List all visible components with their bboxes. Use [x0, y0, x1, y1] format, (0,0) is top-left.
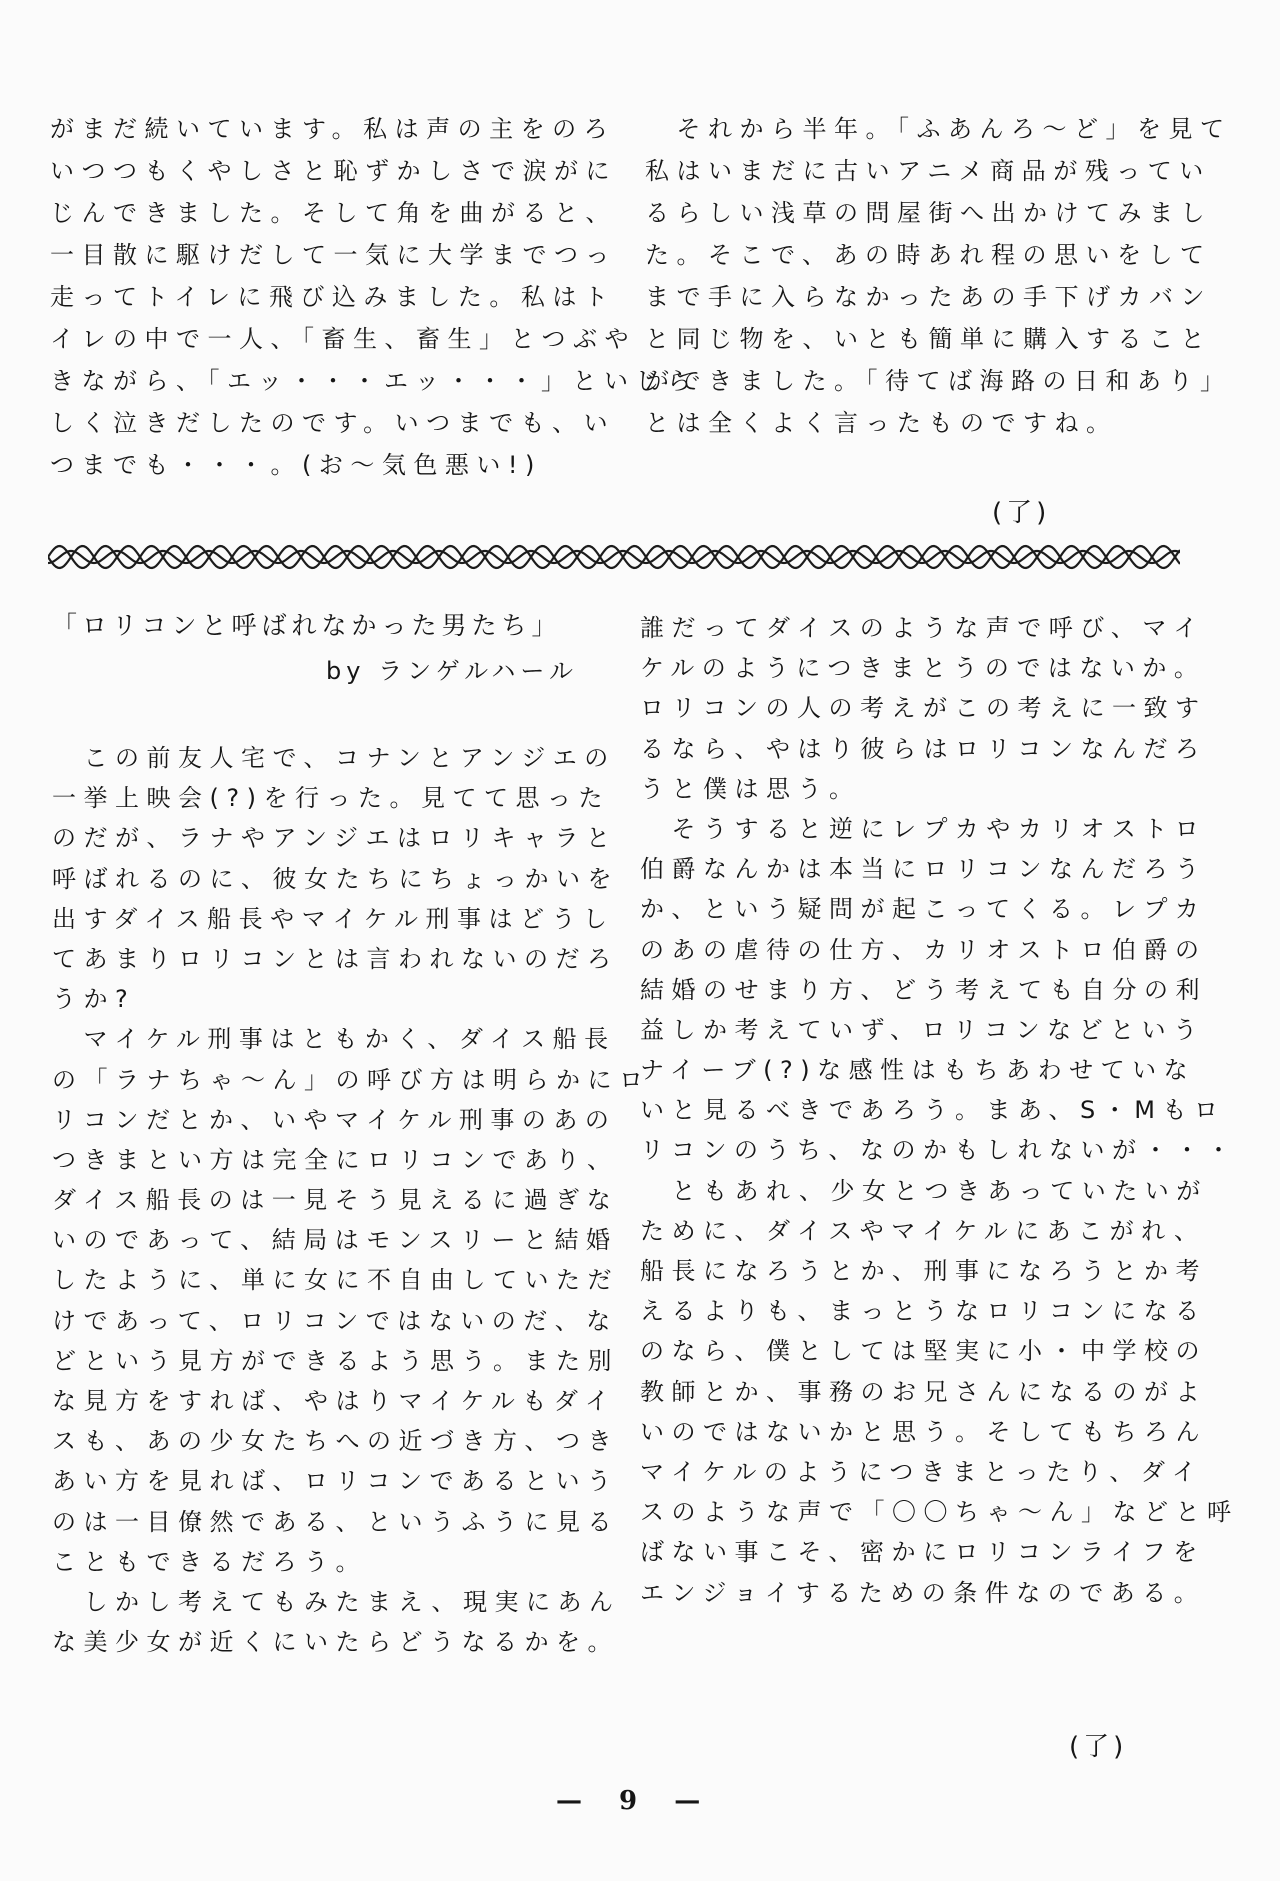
- text-line: がまだ続いています。私は声の主をのろ: [50, 115, 616, 143]
- text-line: 一目散に駆けだして一気に大学までつっ: [50, 241, 617, 269]
- text-line: マイケル刑事はともかく、ダイス船長: [52, 1025, 616, 1054]
- text-line: けであって、ロリコンではないのだ、な: [52, 1306, 618, 1335]
- text-line: 走ってトイレに飛び込みました。私はト: [50, 283, 616, 311]
- text-line: のだが、ラナやアンジエはロリキャラと: [52, 824, 618, 853]
- text-line: エンジョイするための条件なのである。: [640, 1578, 1206, 1607]
- text-line: か、という疑問が起こってくる。レプカ: [640, 895, 1207, 924]
- end-mark-bottom: (了): [1069, 1732, 1128, 1762]
- text-line: た。そこで、あの時あれ程の思いをして: [645, 241, 1212, 269]
- text-line: な見方をすれば、やはりマイケルもダイ: [52, 1387, 617, 1415]
- text-line: じんできました。そして角を曲がると、: [50, 199, 617, 227]
- text-line: イレの中で一人、「畜生、畜生」とつぶや: [50, 325, 637, 353]
- text-line: いつつもくやしさと恥ずかしさで涙がに: [50, 157, 617, 185]
- text-line: あい方を見れば、ロリコンであるという: [52, 1467, 619, 1496]
- text-line: リコンだとか、いやマイケル刑事のあの: [52, 1105, 617, 1134]
- text-line: きながら、「エッ・・・エッ・・・」といじら: [50, 367, 699, 395]
- text-line: の「ラナちゃ〜ん」の呼び方は明らかにロ: [52, 1065, 651, 1094]
- text-line: まで手に入らなかったあの手下げカバン: [645, 283, 1212, 311]
- bottom-right-column: [640, 608, 1239, 1613]
- text-line: うと僕は思う。: [640, 774, 861, 803]
- text-line: それから半年。「ふあんろ〜ど」を見て: [645, 115, 1232, 143]
- text-line: 船長になろうとか、刑事になろうとか考: [640, 1257, 1207, 1285]
- article-title: 「ロリコンと呼ばれなかった男たち」: [52, 611, 562, 640]
- text-line: つまでも・・・。(お〜気色悪い!): [50, 451, 542, 479]
- text-line: ロリコンの人の考えがこの考えに一致す: [640, 694, 1207, 723]
- text-line: と同じ物を、いとも簡単に購入すること: [645, 325, 1212, 353]
- text-line: 呼ばれるのに、彼女たちにちょっかいを: [52, 864, 619, 893]
- text-line: そうすると逆にレプカやカリオストロ: [640, 814, 1207, 843]
- text-line: したように、単に女に不自由していただ: [52, 1266, 619, 1295]
- text-line: ともあれ、少女とつきあっていたいが: [640, 1176, 1208, 1205]
- text-line: のなら、僕としては堅実に小・中学校の: [640, 1337, 1207, 1366]
- text-line: るなら、やはり彼らはロリコンなんだろ: [640, 734, 1207, 763]
- text-line: な美少女が近くにいたらどうなるかを。: [52, 1628, 619, 1657]
- top-left-column: [50, 108, 699, 486]
- text-line: 出すダイス船長やマイケル刑事はどうし: [52, 904, 615, 933]
- text-line: ために、ダイスやマイケルにあこがれ、: [640, 1216, 1206, 1245]
- text-line: ばない事こそ、密かにロリコンライフを: [640, 1538, 1205, 1567]
- bottom-left-column: [52, 738, 651, 1662]
- text-line: 私はいまだに古いアニメ商品が残ってい: [645, 157, 1211, 185]
- text-line: 一挙上映会(?)を行った。見てて思った: [52, 784, 610, 813]
- top-right-column: [645, 108, 1232, 444]
- end-mark-top: (了): [992, 498, 1051, 528]
- text-line: うか?: [52, 985, 136, 1014]
- text-line: どという見方ができるよう思う。また別: [52, 1346, 619, 1375]
- text-line: ができました。「待てば海路の日和あり」: [645, 367, 1232, 395]
- text-line: ダイス船長のは一見そう見えるに過ぎな: [52, 1186, 619, 1215]
- text-line: 教師とか、事務のお兄さんになるのがよ: [640, 1377, 1207, 1406]
- text-line: マイケルのようにつきまとったり、ダイ: [640, 1457, 1204, 1486]
- page-number: — 9 —: [556, 1786, 715, 1816]
- text-line: こともできるだろう。: [52, 1547, 367, 1576]
- article-author: by ランゲルハール: [326, 657, 578, 685]
- text-line: つきまとい方は完全にロリコンであり、: [52, 1145, 619, 1174]
- text-line: リコンのうち、なのかもしれないが・・・: [640, 1136, 1239, 1165]
- text-line: いのではないかと思う。そしてもちろん: [640, 1417, 1207, 1446]
- text-line: スのような声で「〇〇ちゃ〜ん」などと呼: [640, 1498, 1239, 1527]
- text-line: いのであって、結局はモンスリーと結婚: [52, 1226, 618, 1255]
- text-line: この前友人宅で、コナンとアンジエの: [52, 744, 616, 772]
- text-line: えるよりも、まっとうなロリコンになる: [640, 1297, 1207, 1326]
- text-line: しかし考えてもみたまえ、現実にあん: [52, 1587, 621, 1616]
- text-line: のあの虐待の仕方、カリオストロ伯爵の: [640, 935, 1207, 964]
- text-line: るらしい浅草の問屋街へ出かけてみまし: [645, 199, 1212, 227]
- text-line: ナイーブ(?)な感性はもちあわせていな: [640, 1056, 1196, 1085]
- text-line: 結婚のせまり方、どう考えても自分の利: [640, 975, 1207, 1004]
- text-line: いと見るべきであろう。まあ、S・Mもロ: [640, 1096, 1226, 1125]
- text-line: 誰だってダイスのような声で呼び、マイ: [640, 614, 1205, 642]
- braided-divider: [48, 535, 1180, 579]
- text-line: 益しか考えていず、ロリコンなどという: [640, 1015, 1205, 1044]
- text-line: スも、あの少女たちへの近づき方、つき: [52, 1427, 619, 1456]
- text-line: とは全くよく言ったものですね。: [645, 409, 1118, 437]
- text-line: ケルのようにつきまとうのではないか。: [640, 654, 1206, 683]
- text-line: 伯爵なんかは本当にロリコンなんだろう: [640, 855, 1207, 884]
- text-line: のは一目僚然である、というふうに見る: [52, 1507, 619, 1536]
- text-line: てあまりロリコンとは言われないのだろ: [52, 944, 619, 973]
- text-line: しく泣きだしたのです。いつまでも、い: [50, 409, 616, 437]
